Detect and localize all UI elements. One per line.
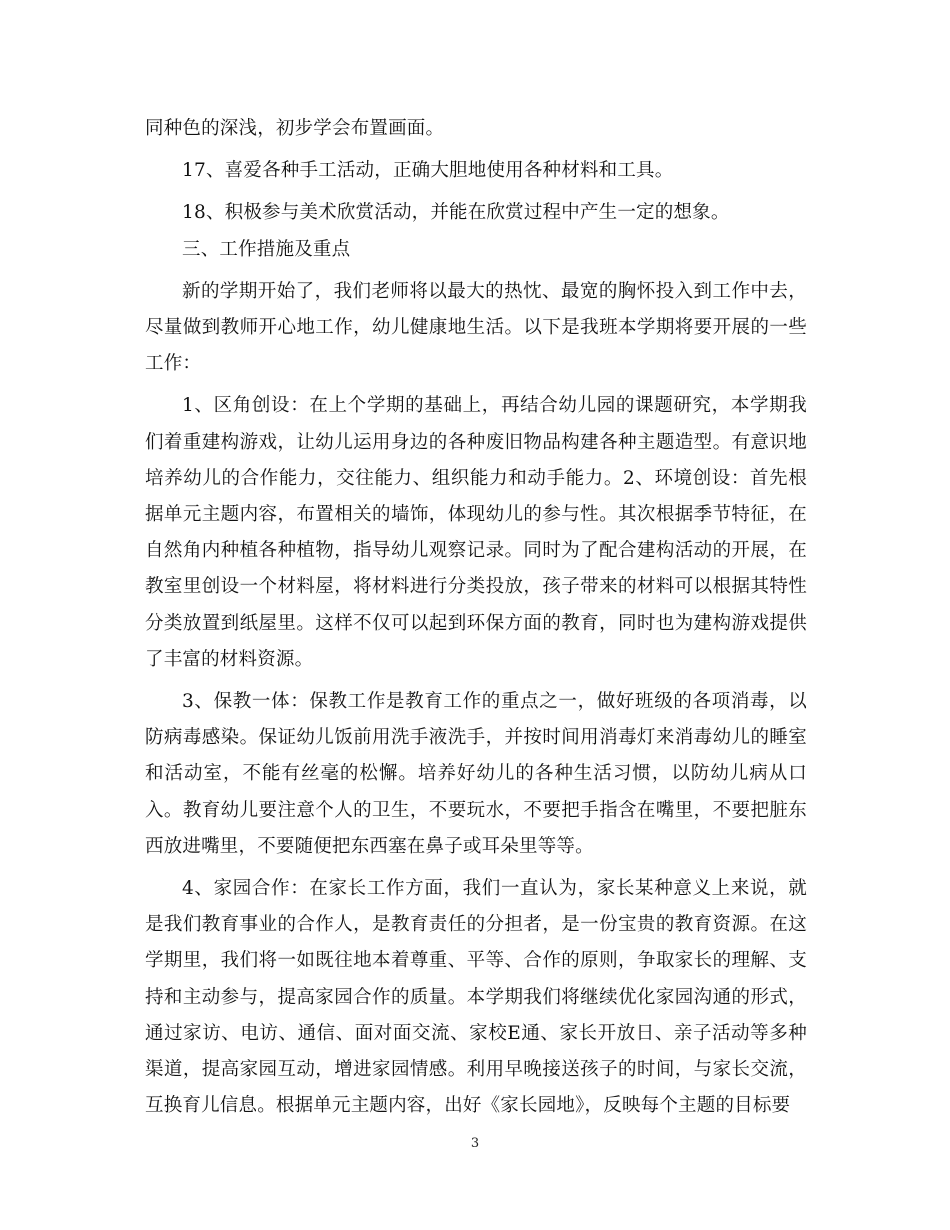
paragraph-home-school: 4、家园合作：在家长工作方面，我们一直认为，家长某种意义上来说，就是我们教育事业的合作人，是教育责任的分担者，是一份宝贵的教育资源。在这学期里，我们将一如既往地本着尊重、平等、合作的原则，争取家长的理解、支持和主动参与，提高家园合作的质量。本学期我们将继续优化家园沟通的形式，通过家访、电访、通信、面对面交流、家校E通、家长开放日、亲子活动等多种渠道，提高家园互动，增进家园情感。利用早晚接送孩子的时间，与家长交流，互换育儿信息。根据单元主题内容，出好《家长园地》，反映每个主题的目标要 [145, 878, 807, 1117]
section-heading: 三、工作措施及重点 [182, 238, 351, 260]
paragraph-continuation: 同种色的深浅，初步学会布置画面。 [145, 118, 445, 139]
paragraph-corner-creation: 1、区角创设：在上个学期的基础上，再结合幼儿园的课题研究，本学期我们着重建构游戏，让幼儿运用身边的各种废旧物品构建各种主题造型。有意识地培养幼儿的合作能力，交往能力、组织能力和动手能力。2、环境创设：首先根据单元主题内容，布置相关的墙饰，体现幼儿的参与性。其次根据季节特征，在自然角内种植各种植物，指导幼儿观察记录。同时为了配合建构活动的开展，在教室里创设一个材料屋，将材料进行分类投放，孩子带来的材料可以根据其特性分类放置到纸屋里。这样不仅可以起到环保方面的教育，同时也为建构游戏提供了丰富的材料资源。 [145, 395, 807, 670]
document-body [145, 111, 807, 1124]
paragraph-intro: 新的学期开始了，我们老师将以最大的热忱、最宽的胸怀投入到工作中去，尽量做到教师开心地工作，幼儿健康地生活。以下是我班本学期将要开展的一些工作： [145, 280, 807, 375]
paragraph-item-18: 18、积极参与美术欣赏活动，并能在欣赏过程中产生一定的想象。 [182, 202, 730, 224]
paragraph-care-education: 3、保教一体：保教工作是教育工作的重点之一，做好班级的各项消毒，以防病毒感染。保证幼儿饭前用洗手液洗手，并按时间用消毒灯来消毒幼儿的睡室和活动室，不能有丝毫的松懈。培养好幼儿的各种生活习惯，以防幼儿病从口入。教育幼儿要注意个人的卫生，不要玩水，不要把手指含在嘴里，不要把脏东西放进嘴里，不要随便把东西塞在鼻子或耳朵里等等。 [145, 691, 807, 857]
page-number: 3 [470, 1136, 480, 1151]
paragraph-item-17: 17、喜爱各种手工活动，正确大胆地使用各种材料和工具。 [182, 160, 674, 182]
